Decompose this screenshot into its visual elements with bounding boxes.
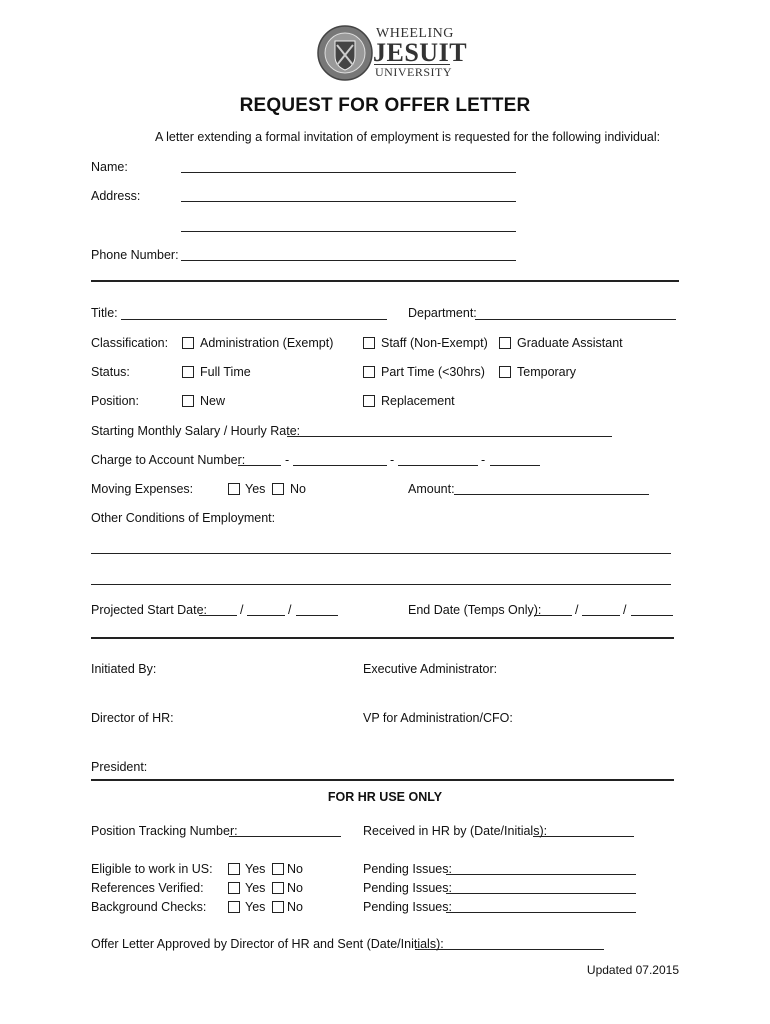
other-conditions-line-1[interactable] bbox=[91, 553, 671, 554]
eligible-no-label: No bbox=[287, 862, 303, 876]
title-label: Title: bbox=[91, 306, 118, 320]
checkbox-references-yes[interactable] bbox=[228, 882, 240, 894]
checkbox-new[interactable] bbox=[182, 395, 194, 407]
moving-expenses-label: Moving Expenses: bbox=[91, 482, 194, 496]
director-of-hr-label: Director of HR: bbox=[91, 711, 174, 725]
pending-issues-label-3: Pending Issues: bbox=[363, 900, 452, 914]
charge-label: Charge to Account Number: bbox=[91, 453, 246, 467]
offer-letter-approved-label: Offer Letter Approved by Director of HR and Sent (Date/Initials): bbox=[91, 937, 444, 951]
option-temporary: Temporary bbox=[517, 365, 577, 379]
name-field[interactable] bbox=[181, 172, 516, 173]
section-divider bbox=[91, 637, 674, 639]
address-field-line-2[interactable] bbox=[181, 231, 516, 232]
form-title: REQUEST FOR OFFER LETTER bbox=[239, 95, 531, 116]
logo-text-university: UNIVERSITY bbox=[375, 65, 452, 79]
checkbox-eligible-no[interactable] bbox=[272, 863, 284, 875]
amount-field[interactable] bbox=[454, 494, 649, 495]
hr-use-only-heading: FOR HR USE ONLY bbox=[327, 790, 443, 804]
end-date-label: End Date (Temps Only): bbox=[408, 603, 542, 617]
pending-issues-field-2[interactable] bbox=[446, 893, 636, 894]
section-divider bbox=[91, 280, 679, 282]
checkbox-moving-no[interactable] bbox=[272, 483, 284, 495]
checkbox-replacement[interactable] bbox=[363, 395, 375, 407]
received-hr-label: Received in HR by (Date/Initials): bbox=[363, 824, 548, 838]
start-date-label: Projected Start Date: bbox=[91, 603, 208, 617]
logo-text-jesuit: JESUIT bbox=[373, 38, 468, 67]
checkbox-background-no[interactable] bbox=[272, 901, 284, 913]
address-label: Address: bbox=[91, 189, 141, 203]
option-administration-exempt: Administration (Exempt) bbox=[200, 336, 334, 350]
department-label: Department: bbox=[408, 306, 477, 320]
executive-administrator-label: Executive Administrator: bbox=[363, 662, 498, 676]
section-divider bbox=[91, 779, 674, 781]
account-sep-3: - bbox=[481, 453, 486, 467]
background-checks-label: Background Checks: bbox=[91, 900, 207, 914]
pending-issues-field-3[interactable] bbox=[446, 912, 636, 913]
end-date-day[interactable] bbox=[582, 615, 620, 616]
form-intro: A letter extending a formal invitation of employment is requested for the following individual: bbox=[155, 130, 661, 144]
checkbox-part-time[interactable] bbox=[363, 366, 375, 378]
end-date-sep-1: / bbox=[575, 603, 579, 617]
pending-issues-label-1: Pending Issues: bbox=[363, 862, 452, 876]
offer-letter-approved-field[interactable] bbox=[415, 949, 604, 950]
checkbox-background-yes[interactable] bbox=[228, 901, 240, 913]
pending-issues-label-2: Pending Issues: bbox=[363, 881, 452, 895]
initiated-by-label: Initiated By: bbox=[91, 662, 157, 676]
phone-field[interactable] bbox=[181, 260, 516, 261]
received-hr-field[interactable] bbox=[533, 836, 634, 837]
checkbox-administration-exempt[interactable] bbox=[182, 337, 194, 349]
start-date-year[interactable] bbox=[296, 615, 338, 616]
account-sep-2: - bbox=[390, 453, 395, 467]
option-part-time: Part Time (<30hrs) bbox=[381, 365, 485, 379]
department-field[interactable] bbox=[475, 319, 676, 320]
president-label: President: bbox=[91, 760, 148, 774]
references-label: References Verified: bbox=[91, 881, 204, 895]
amount-label: Amount: bbox=[408, 482, 455, 496]
salary-field[interactable] bbox=[287, 436, 612, 437]
references-yes-label: Yes bbox=[245, 881, 266, 895]
pending-issues-field-1[interactable] bbox=[446, 874, 636, 875]
account-field-4[interactable] bbox=[490, 465, 540, 466]
name-label: Name: bbox=[91, 160, 128, 174]
title-field[interactable] bbox=[121, 319, 387, 320]
end-date-month[interactable] bbox=[534, 615, 572, 616]
background-no-label: No bbox=[287, 900, 303, 914]
eligible-label: Eligible to work in US: bbox=[91, 862, 213, 876]
option-replacement: Replacement bbox=[381, 394, 455, 408]
account-field-1[interactable] bbox=[238, 465, 281, 466]
university-seal-icon bbox=[316, 24, 374, 82]
updated-date: Updated 07.2015 bbox=[586, 963, 679, 977]
option-staff-non-exempt: Staff (Non-Exempt) bbox=[381, 336, 488, 350]
logo-text-wheeling: WHEELING bbox=[376, 26, 454, 41]
checkbox-eligible-yes[interactable] bbox=[228, 863, 240, 875]
option-full-time: Full Time bbox=[200, 365, 251, 379]
checkbox-moving-yes[interactable] bbox=[228, 483, 240, 495]
end-date-year[interactable] bbox=[631, 615, 673, 616]
vp-administration-label: VP for Administration/CFO: bbox=[363, 711, 513, 725]
checkbox-temporary[interactable] bbox=[499, 366, 511, 378]
other-conditions-line-2[interactable] bbox=[91, 584, 671, 585]
end-date-sep-2: / bbox=[623, 603, 627, 617]
classification-label: Classification: bbox=[91, 336, 169, 350]
eligible-yes-label: Yes bbox=[245, 862, 266, 876]
phone-label: Phone Number: bbox=[91, 248, 179, 262]
start-date-month[interactable] bbox=[199, 615, 237, 616]
account-field-2[interactable] bbox=[293, 465, 387, 466]
references-no-label: No bbox=[287, 881, 303, 895]
checkbox-staff-non-exempt[interactable] bbox=[363, 337, 375, 349]
account-sep-1: - bbox=[285, 453, 290, 467]
other-conditions-label: Other Conditions of Employment: bbox=[91, 511, 276, 525]
start-date-day[interactable] bbox=[247, 615, 285, 616]
checkbox-references-no[interactable] bbox=[272, 882, 284, 894]
address-field-line-1[interactable] bbox=[181, 201, 516, 202]
salary-label: Starting Monthly Salary / Hourly Rate: bbox=[91, 424, 301, 438]
moving-yes-label: Yes bbox=[245, 482, 266, 496]
start-date-sep-1: / bbox=[240, 603, 244, 617]
option-graduate-assistant: Graduate Assistant bbox=[517, 336, 623, 350]
position-tracking-label: Position Tracking Number: bbox=[91, 824, 238, 838]
position-tracking-field[interactable] bbox=[229, 836, 341, 837]
status-label: Status: bbox=[91, 365, 130, 379]
start-date-sep-2: / bbox=[288, 603, 292, 617]
position-label: Position: bbox=[91, 394, 139, 408]
checkbox-full-time[interactable] bbox=[182, 366, 194, 378]
moving-no-label: No bbox=[290, 482, 306, 496]
background-yes-label: Yes bbox=[245, 900, 266, 914]
account-field-3[interactable] bbox=[398, 465, 478, 466]
option-new: New bbox=[200, 394, 226, 408]
checkbox-graduate-assistant[interactable] bbox=[499, 337, 511, 349]
